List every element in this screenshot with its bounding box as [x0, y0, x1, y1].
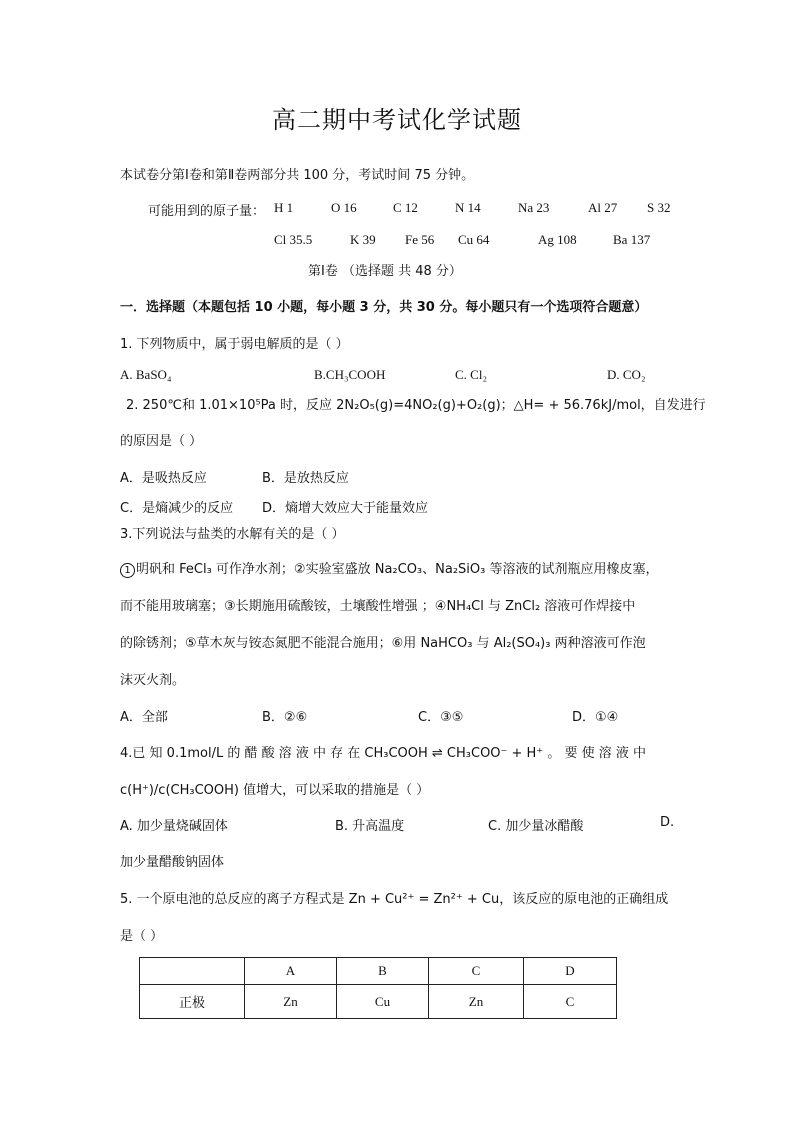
q3-option-a: A．全部: [120, 710, 168, 725]
q4-option-c: C. 加少量冰醋酸: [488, 819, 584, 834]
section-heading: 一．选择题（本题包括 10 小题，每小题 3 分，共 30 分。每小题只有一个选项符合题意）: [120, 300, 648, 315]
q3-option-c: C．③⑤: [418, 710, 464, 725]
q2-stem-line2: 的原因是（ ）: [120, 434, 203, 449]
q2-option-a: A．是吸热反应: [120, 471, 207, 486]
q5-options-table: [139, 957, 617, 1019]
atomic-mass-O: O 16: [331, 200, 357, 215]
table-cell: D: [524, 958, 617, 985]
item-1-marker: 1: [120, 563, 135, 578]
q4-option-b: B. 升高温度: [335, 819, 405, 834]
atomic-mass-K: K 39: [350, 232, 376, 247]
table-cell: B: [337, 958, 429, 985]
table-cell: Zn: [245, 985, 337, 1019]
atomic-mass-Ba: Ba 137: [613, 232, 651, 247]
q3-line4: 沫灭火剂。: [120, 673, 186, 688]
q3-stem: 3.下列说法与盐类的水解有关的是（ ）: [120, 527, 345, 542]
q5-stem-line1: 5. 一个原电池的总反应的离子方程式是 Zn + Cu²⁺ = Zn²⁺ + Cu，该反应的原电池的正确组成: [120, 892, 669, 907]
atomic-mass-S: S 32: [647, 200, 671, 215]
q2-option-c: C．是熵减少的反应: [120, 501, 234, 516]
atomic-mass-Al: Al 27: [588, 200, 618, 215]
table-header-row: [140, 958, 617, 985]
page-title: 高二期中考试化学试题: [272, 108, 522, 134]
q2-option-b: B．是放热反应: [262, 471, 349, 486]
atomic-mass-C: C 12: [393, 200, 418, 215]
table-cell: A: [245, 958, 337, 985]
atomic-mass-Cu: Cu 64: [458, 232, 490, 247]
q3-option-b: B．②⑥: [262, 710, 308, 725]
table-cell: Cu: [337, 985, 429, 1019]
q3-line1-wrap: [120, 558, 658, 578]
atomic-mass-H: H 1: [274, 200, 294, 215]
q1-option-c: C. Cl₂: [455, 367, 487, 382]
table-cell: 正极: [140, 985, 245, 1019]
atomic-mass-label: 可能用到的原子量：: [148, 204, 266, 219]
q1-option-d: D. CO₂: [607, 367, 646, 382]
q5-stem-line2: 是（ ）: [120, 929, 164, 944]
table-cell: Zn: [429, 985, 524, 1019]
q3-line3: 的除锈剂；⑤草木灰与铵态氮肥不能混合施用；⑥用 NaHCO₃ 与 Al₂(SO₄)₃ 两种溶液可作泡: [120, 636, 646, 651]
q1-option-a: A. BaSO₄: [120, 367, 172, 382]
q3-line2: 而不能用玻璃塞；③长期施用硫酸铵，土壤酸性增强 ；④NH₄Cl 与 ZnCl₂ 溶液可作焊接中: [120, 599, 636, 614]
table-cell: [140, 958, 245, 985]
q3-line1: 明矾和 FeCl₃ 可作净水剂；②实验室盛放 Na₂CO₃、Na₂SiO₃ 等溶液的试剂瓶应用橡皮塞，: [136, 562, 659, 577]
intro-text: 本试卷分第Ⅰ卷和第Ⅱ卷两部分共 100 分，考试时间 75 分钟。: [120, 168, 475, 183]
q4-stem-line2: c(H⁺)/c(CH₃COOH) 值增大，可以采取的措施是（ ）: [120, 783, 430, 798]
atomic-mass-Na: Na 23: [518, 200, 550, 215]
table-cell: C: [524, 985, 617, 1019]
part1-header: 第Ⅰ卷 （选择题 共 48 分）: [308, 264, 462, 279]
atomic-mass-N: N 14: [455, 200, 481, 215]
q2-stem-line1: 2. 250℃和 1.01×10⁵Pa 时，反应 2N₂O₅(g)=4NO₂(g)+O₂(g)；△H= + 56.76kJ/mol，自发进行: [126, 398, 706, 413]
q1-stem: 1. 下列物质中，属于弱电解质的是（ ）: [120, 337, 349, 352]
q4-option-d-text: 加少量醋酸钠固体: [120, 855, 225, 870]
q4-option-d: D.: [660, 815, 675, 830]
atomic-mass-Cl: Cl 35.5: [274, 232, 313, 247]
q1-option-b: B.CH₃COOH: [314, 367, 386, 382]
atomic-mass-Fe: Fe 56: [405, 232, 435, 247]
q3-option-d: D．①④: [572, 710, 619, 725]
q2-option-d: D．熵增大效应大于能量效应: [262, 501, 429, 516]
q4-stem-line1: 4.已 知 0.1mol/L 的 醋 酸 溶 液 中 存 在 CH₃COOH ⇌ CH₃COO⁻ + H⁺ 。 要 使 溶 液 中: [120, 746, 646, 761]
table-row: [140, 985, 617, 1019]
table-cell: C: [429, 958, 524, 985]
atomic-mass-Ag: Ag 108: [538, 232, 577, 247]
q4-option-a: A. 加少量烧碱固体: [120, 819, 228, 834]
